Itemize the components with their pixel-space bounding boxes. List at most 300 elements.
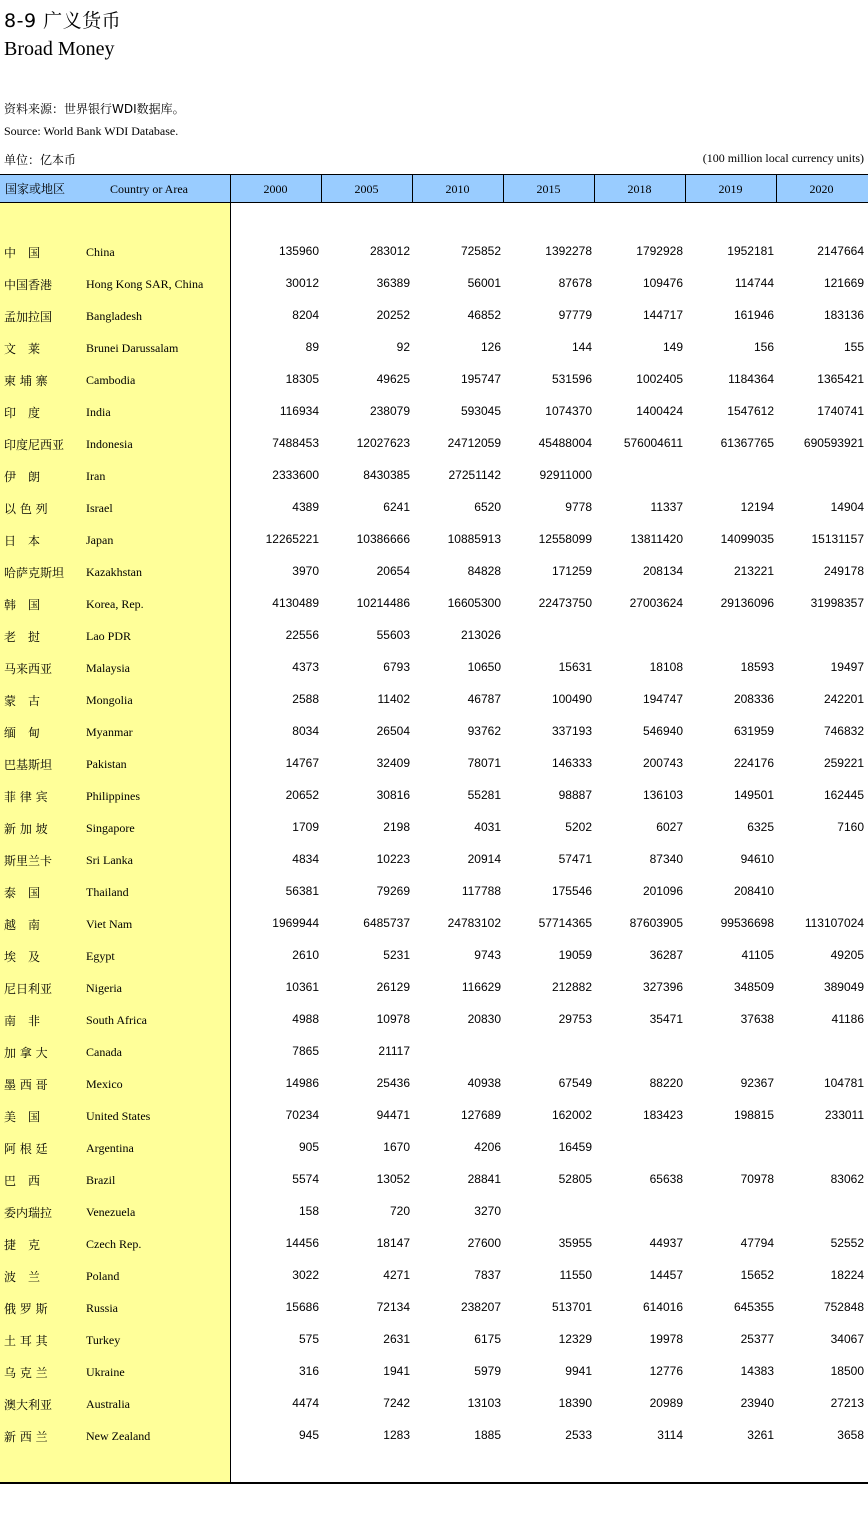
value-cell: 6325 xyxy=(747,820,774,834)
country-name-cn: 乌 克 兰 xyxy=(4,1366,48,1380)
value-cell: 88220 xyxy=(649,1076,683,1090)
value-cell: 1547612 xyxy=(727,404,774,418)
value-cell: 10361 xyxy=(285,980,319,994)
value-cell: 242201 xyxy=(823,692,864,706)
value-cell: 8430385 xyxy=(363,468,410,482)
value-cell: 27600 xyxy=(467,1236,501,1250)
value-cell: 100490 xyxy=(551,692,592,706)
value-cell: 614016 xyxy=(642,1300,683,1314)
value-cell: 87678 xyxy=(558,276,592,290)
value-cell: 22473750 xyxy=(538,596,592,610)
value-cell: 1002405 xyxy=(636,372,683,386)
value-cell: 11402 xyxy=(377,692,410,706)
table-row xyxy=(0,459,868,491)
value-cell: 183423 xyxy=(642,1108,683,1122)
value-cell: 87603905 xyxy=(629,916,683,930)
country-name-en: Singapore xyxy=(86,821,135,835)
header-country-cn: 国家或地区 xyxy=(5,182,66,196)
value-cell: 83062 xyxy=(830,1172,864,1186)
table-row xyxy=(0,779,868,811)
value-cell: 10885913 xyxy=(447,532,501,546)
value-cell: 752848 xyxy=(823,1300,864,1314)
value-cell: 183136 xyxy=(823,308,864,322)
country-name-en: Venezuela xyxy=(86,1205,136,1219)
value-cell: 67549 xyxy=(558,1076,592,1090)
value-cell: 348509 xyxy=(733,980,774,994)
value-cell: 52805 xyxy=(558,1172,592,1186)
country-name-en: Indonesia xyxy=(86,437,133,451)
value-cell: 4031 xyxy=(474,820,501,834)
country-name-en: Argentina xyxy=(86,1141,134,1155)
source-note-en: Source: World Bank WDI Database. xyxy=(4,124,179,138)
table-row xyxy=(0,619,868,651)
value-cell: 20989 xyxy=(649,1396,683,1410)
value-cell: 158 xyxy=(298,1204,319,1218)
value-cell: 6520 xyxy=(474,500,501,514)
value-cell: 20252 xyxy=(376,308,410,322)
value-cell: 3658 xyxy=(837,1428,864,1442)
value-cell: 15652 xyxy=(740,1268,774,1282)
value-cell: 114744 xyxy=(734,276,774,290)
value-cell: 156 xyxy=(753,340,774,354)
table-row xyxy=(0,747,868,779)
value-cell: 3270 xyxy=(474,1204,501,1218)
value-cell: 2588 xyxy=(292,692,319,706)
value-cell: 18390 xyxy=(558,1396,592,1410)
table-row xyxy=(0,587,868,619)
value-cell: 175546 xyxy=(551,884,592,898)
value-cell: 72134 xyxy=(376,1300,410,1314)
value-cell: 117788 xyxy=(461,884,501,898)
value-cell: 10214486 xyxy=(356,596,410,610)
country-name-en: Kazakhstan xyxy=(86,565,142,579)
value-cell: 1952181 xyxy=(727,244,774,258)
value-cell: 4988 xyxy=(292,1012,319,1026)
country-name-cn: 尼日利亚 xyxy=(4,982,53,996)
value-cell: 14456 xyxy=(285,1236,319,1250)
country-name-en: Japan xyxy=(86,533,114,547)
country-name-cn: 越 南 xyxy=(4,918,41,932)
value-cell: 146333 xyxy=(551,756,592,770)
value-cell: 25377 xyxy=(740,1332,774,1346)
value-cell: 10650 xyxy=(467,660,501,674)
value-cell: 35955 xyxy=(558,1236,592,1250)
value-cell: 55603 xyxy=(376,628,410,642)
value-cell: 28841 xyxy=(467,1172,501,1186)
value-cell: 7242 xyxy=(383,1396,410,1410)
value-cell: 171259 xyxy=(551,564,592,578)
value-cell: 18593 xyxy=(740,660,774,674)
country-name-en: Cambodia xyxy=(86,373,136,387)
value-cell: 93762 xyxy=(467,724,501,738)
value-cell: 201096 xyxy=(642,884,683,898)
country-name-en: Australia xyxy=(86,1397,130,1411)
value-cell: 1885 xyxy=(474,1428,501,1442)
country-name-cn: 缅 甸 xyxy=(4,726,41,740)
country-name-cn: 泰 国 xyxy=(4,886,41,900)
value-cell: 49205 xyxy=(830,948,864,962)
value-cell: 79269 xyxy=(376,884,410,898)
table-row xyxy=(0,1227,868,1259)
value-cell: 213026 xyxy=(460,628,501,642)
table-row xyxy=(0,1323,868,1355)
value-cell: 2533 xyxy=(565,1428,592,1442)
header-year: 2019 xyxy=(718,182,743,196)
value-cell: 1969944 xyxy=(272,916,319,930)
value-cell: 200743 xyxy=(642,756,683,770)
value-cell: 27213 xyxy=(830,1396,864,1410)
value-cell: 20654 xyxy=(376,564,410,578)
value-cell: 3261 xyxy=(747,1428,774,1442)
value-cell: 1392278 xyxy=(545,244,592,258)
value-cell: 575 xyxy=(298,1332,319,1346)
table-row xyxy=(0,1419,868,1451)
table-row xyxy=(0,1003,868,1035)
country-name-cn: 委内瑞拉 xyxy=(4,1206,53,1220)
value-cell: 109476 xyxy=(642,276,683,290)
country-name-cn: 印 度 xyxy=(4,406,41,420)
value-cell: 27251142 xyxy=(448,468,501,482)
value-cell: 2147664 xyxy=(817,244,864,258)
table-row xyxy=(0,715,868,747)
page-title-cn: 8-9 广义货币 xyxy=(4,10,122,32)
value-cell: 9778 xyxy=(565,500,592,514)
value-cell: 44937 xyxy=(649,1236,683,1250)
header-year: 2018 xyxy=(627,182,652,196)
value-cell: 25436 xyxy=(376,1076,410,1090)
value-cell: 337193 xyxy=(551,724,592,738)
value-cell: 56381 xyxy=(285,884,319,898)
value-cell: 149501 xyxy=(733,788,774,802)
country-name-en: Nigeria xyxy=(86,981,122,995)
value-cell: 78071 xyxy=(467,756,501,770)
value-cell: 20914 xyxy=(467,852,501,866)
value-cell: 18305 xyxy=(285,372,319,386)
value-cell: 7865 xyxy=(292,1044,319,1058)
country-name-cn: 澳大利亚 xyxy=(4,1398,53,1412)
value-cell: 531596 xyxy=(551,372,592,386)
country-name-en: Sri Lanka xyxy=(86,853,133,867)
country-name-cn: 印度尼西亚 xyxy=(4,438,65,452)
value-cell: 18108 xyxy=(649,660,683,674)
country-name-en: Korea, Rep. xyxy=(86,597,144,611)
value-cell: 208134 xyxy=(642,564,683,578)
value-cell: 162445 xyxy=(823,788,864,802)
value-cell: 10223 xyxy=(376,852,410,866)
value-cell: 34067 xyxy=(830,1332,864,1346)
value-cell: 19978 xyxy=(649,1332,683,1346)
value-cell: 37638 xyxy=(740,1012,774,1026)
country-name-cn: 巴基斯坦 xyxy=(4,758,53,772)
value-cell: 2333600 xyxy=(272,468,319,482)
value-cell: 45488004 xyxy=(538,436,592,450)
country-name-en: Russia xyxy=(86,1301,119,1315)
value-cell: 10386666 xyxy=(356,532,410,546)
value-cell: 5231 xyxy=(383,948,410,962)
value-cell: 4373 xyxy=(292,660,319,674)
country-name-cn: 柬 埔 寨 xyxy=(4,374,48,388)
value-cell: 6485737 xyxy=(363,916,410,930)
value-cell: 40938 xyxy=(467,1076,501,1090)
value-cell: 14457 xyxy=(649,1268,683,1282)
value-cell: 3970 xyxy=(292,564,319,578)
value-cell: 513701 xyxy=(551,1300,592,1314)
value-cell: 56001 xyxy=(467,276,501,290)
country-name-cn: 美 国 xyxy=(4,1110,41,1124)
value-cell: 98887 xyxy=(558,788,592,802)
value-cell: 4130489 xyxy=(272,596,319,610)
country-name-cn: 菲 律 宾 xyxy=(4,790,48,804)
country-name-cn: 韩 国 xyxy=(4,598,41,612)
country-name-en: Viet Nam xyxy=(86,917,133,931)
table-bottom-border xyxy=(0,1482,868,1484)
value-cell: 12329 xyxy=(558,1332,592,1346)
value-cell: 327396 xyxy=(642,980,683,994)
table-row xyxy=(0,1291,868,1323)
table-row xyxy=(0,299,868,331)
value-cell: 113107024 xyxy=(804,916,864,930)
value-cell: 690593921 xyxy=(803,436,864,450)
value-cell: 15631 xyxy=(558,660,592,674)
table-row xyxy=(0,1387,868,1419)
table-row xyxy=(0,395,868,427)
value-cell: 12027623 xyxy=(356,436,410,450)
value-cell: 36287 xyxy=(649,948,683,962)
value-cell: 89 xyxy=(305,340,319,354)
country-name-cn: 埃 及 xyxy=(4,950,41,964)
value-cell: 746832 xyxy=(823,724,864,738)
value-cell: 238207 xyxy=(460,1300,501,1314)
country-name-en: Mongolia xyxy=(86,693,133,707)
value-cell: 32409 xyxy=(376,756,410,770)
value-cell: 26504 xyxy=(376,724,410,738)
value-cell: 194747 xyxy=(642,692,683,706)
value-cell: 149 xyxy=(662,340,683,354)
value-cell: 238079 xyxy=(369,404,410,418)
country-name-en: South Africa xyxy=(86,1013,147,1027)
table-row xyxy=(0,1259,868,1291)
country-name-en: Egypt xyxy=(86,949,115,963)
table-row xyxy=(0,811,868,843)
value-cell: 31998357 xyxy=(810,596,864,610)
country-name-en: Lao PDR xyxy=(86,629,131,643)
table-row xyxy=(0,683,868,715)
table-row xyxy=(0,651,868,683)
value-cell: 126 xyxy=(480,340,501,354)
value-cell: 13811420 xyxy=(630,532,683,546)
value-cell: 24783102 xyxy=(447,916,501,930)
value-cell: 2198 xyxy=(383,820,410,834)
country-name-en: Czech Rep. xyxy=(86,1237,142,1251)
value-cell: 49625 xyxy=(376,372,410,386)
value-cell: 11337 xyxy=(650,500,683,514)
value-cell: 1184364 xyxy=(728,372,774,386)
value-cell: 3114 xyxy=(657,1428,683,1442)
value-cell: 5979 xyxy=(474,1364,501,1378)
table-row xyxy=(0,1163,868,1195)
value-cell: 283012 xyxy=(369,244,410,258)
table-row xyxy=(0,363,868,395)
value-cell: 65638 xyxy=(649,1172,683,1186)
country-name-cn: 新 西 兰 xyxy=(4,1430,48,1444)
value-cell: 61367765 xyxy=(720,436,774,450)
value-cell: 208336 xyxy=(733,692,774,706)
value-cell: 1941 xyxy=(383,1364,410,1378)
table-row xyxy=(0,555,868,587)
value-cell: 18147 xyxy=(376,1236,410,1250)
country-name-en: Ukraine xyxy=(86,1365,125,1379)
value-cell: 3022 xyxy=(292,1268,319,1282)
value-cell: 389049 xyxy=(823,980,864,994)
value-cell: 104781 xyxy=(823,1076,864,1090)
country-name-cn: 老 挝 xyxy=(4,630,41,644)
value-cell: 631959 xyxy=(733,724,774,738)
table-row xyxy=(0,1099,868,1131)
country-name-cn: 新 加 坡 xyxy=(4,822,48,836)
value-cell: 99536698 xyxy=(720,916,774,930)
value-cell: 2610 xyxy=(292,948,319,962)
table-row xyxy=(0,427,868,459)
table-row xyxy=(0,1131,868,1163)
value-cell: 162002 xyxy=(551,1108,592,1122)
value-cell: 26129 xyxy=(376,980,410,994)
country-name-cn: 南 非 xyxy=(4,1014,41,1028)
value-cell: 12194 xyxy=(740,500,774,514)
country-name-cn: 日 本 xyxy=(4,534,41,548)
value-cell: 161946 xyxy=(733,308,774,322)
table-row xyxy=(0,1035,868,1067)
value-cell: 57714365 xyxy=(538,916,592,930)
value-cell: 29753 xyxy=(558,1012,592,1026)
value-cell: 135960 xyxy=(278,244,319,258)
value-cell: 4834 xyxy=(292,852,319,866)
value-cell: 2631 xyxy=(383,1332,410,1346)
value-cell: 55281 xyxy=(467,788,501,802)
value-cell: 18224 xyxy=(830,1268,864,1282)
value-cell: 198815 xyxy=(733,1108,774,1122)
value-cell: 121669 xyxy=(823,276,864,290)
country-name-en: United States xyxy=(86,1109,151,1123)
country-name-cn: 伊 朗 xyxy=(4,470,41,484)
value-cell: 1792928 xyxy=(636,244,683,258)
unit-note-cn: 单位：亿本币 xyxy=(4,153,77,167)
value-cell: 144717 xyxy=(642,308,683,322)
value-cell: 14099035 xyxy=(720,532,774,546)
value-cell: 36389 xyxy=(376,276,410,290)
value-cell: 5202 xyxy=(565,820,592,834)
value-cell: 1400424 xyxy=(636,404,683,418)
value-cell: 20652 xyxy=(285,788,319,802)
value-cell: 14986 xyxy=(285,1076,319,1090)
header-year: 2000 xyxy=(263,182,288,196)
page-title-en: Broad Money xyxy=(4,38,115,60)
value-cell: 1709 xyxy=(292,820,319,834)
table-row xyxy=(0,331,868,363)
header-year: 2020 xyxy=(809,182,834,196)
value-cell: 46852 xyxy=(467,308,501,322)
country-name-en: Pakistan xyxy=(86,757,127,771)
value-cell: 144 xyxy=(571,340,592,354)
value-cell: 19497 xyxy=(830,660,864,674)
table-row xyxy=(0,843,868,875)
value-cell: 213221 xyxy=(733,564,774,578)
country-name-en: Mexico xyxy=(86,1077,123,1091)
country-name-en: Brazil xyxy=(86,1173,116,1187)
value-cell: 12558099 xyxy=(538,532,592,546)
value-cell: 84828 xyxy=(467,564,501,578)
country-name-en: Hong Kong SAR, China xyxy=(86,277,204,291)
country-name-cn: 捷 克 xyxy=(4,1238,41,1252)
country-name-cn: 孟加拉国 xyxy=(4,310,53,324)
value-cell: 23940 xyxy=(740,1396,774,1410)
value-cell: 576004611 xyxy=(623,436,683,450)
value-cell: 316 xyxy=(298,1364,319,1378)
value-cell: 18500 xyxy=(830,1364,864,1378)
table-header xyxy=(0,174,868,203)
country-name-en: India xyxy=(86,405,111,419)
country-name-cn: 加 拿 大 xyxy=(4,1046,48,1060)
value-cell: 905 xyxy=(298,1140,319,1154)
country-name-cn: 俄 罗 斯 xyxy=(4,1302,48,1316)
country-name-en: Bangladesh xyxy=(86,309,142,323)
value-cell: 22556 xyxy=(285,628,319,642)
country-name-cn: 蒙 古 xyxy=(4,694,41,708)
value-cell: 13103 xyxy=(467,1396,501,1410)
value-cell: 1283 xyxy=(383,1428,410,1442)
country-name-cn: 墨 西 哥 xyxy=(4,1078,48,1092)
value-cell: 87340 xyxy=(649,852,683,866)
value-cell: 5574 xyxy=(292,1172,319,1186)
value-cell: 21117 xyxy=(378,1044,410,1058)
value-cell: 27003624 xyxy=(629,596,683,610)
value-cell: 20830 xyxy=(467,1012,501,1026)
country-name-cn: 以 色 列 xyxy=(4,502,48,516)
value-cell: 16605300 xyxy=(447,596,501,610)
value-cell: 92 xyxy=(396,340,410,354)
value-cell: 24712059 xyxy=(447,436,501,450)
country-name-cn: 马来西亚 xyxy=(4,662,53,676)
value-cell: 46787 xyxy=(467,692,501,706)
value-cell: 12776 xyxy=(649,1364,683,1378)
table-row xyxy=(0,491,868,523)
value-cell: 127689 xyxy=(460,1108,501,1122)
value-cell: 1365421 xyxy=(817,372,864,386)
value-cell: 8034 xyxy=(292,724,319,738)
value-cell: 195747 xyxy=(460,372,501,386)
value-cell: 136103 xyxy=(642,788,683,802)
table-row xyxy=(0,1067,868,1099)
country-name-cn: 中国香港 xyxy=(4,278,53,292)
value-cell: 208410 xyxy=(733,884,774,898)
value-cell: 35471 xyxy=(649,1012,683,1026)
table-row xyxy=(0,267,868,299)
value-cell: 1074370 xyxy=(545,404,592,418)
value-cell: 4271 xyxy=(383,1268,410,1282)
value-cell: 92911000 xyxy=(539,468,592,482)
value-cell: 16459 xyxy=(558,1140,592,1154)
value-cell: 116629 xyxy=(461,980,501,994)
value-cell: 9743 xyxy=(474,948,501,962)
table-row xyxy=(0,1355,868,1387)
value-cell: 14904 xyxy=(830,500,864,514)
value-cell: 41105 xyxy=(741,948,774,962)
value-cell: 6027 xyxy=(656,820,683,834)
country-name-en: Malaysia xyxy=(86,661,130,675)
value-cell: 12265221 xyxy=(265,532,319,546)
table-row xyxy=(0,907,868,939)
value-cell: 15131157 xyxy=(811,532,864,546)
country-name-en: Thailand xyxy=(86,885,129,899)
